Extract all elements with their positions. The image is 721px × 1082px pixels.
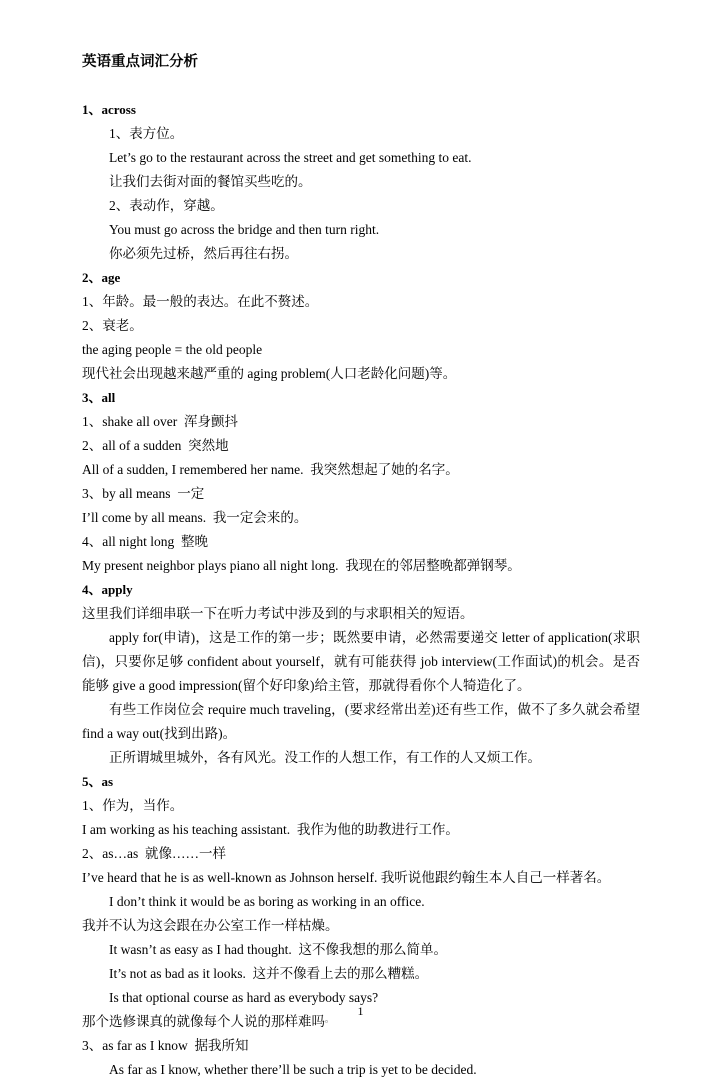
vocab-line [82, 122, 640, 146]
vocab-line-text: You must go across the bridge and then turn right. [109, 222, 380, 237]
vocab-line [82, 602, 640, 626]
vocab-entry-heading: 2、age [82, 270, 121, 285]
vocab-line-text: 有些工作岗位会 require much traveling，(要求经常出差)还有些工作，做不了多久就会希望 find a way out(找到出路)。 [82, 702, 640, 741]
vocab-line-text: the aging people = the old people [82, 342, 263, 357]
vocab-line [82, 866, 640, 890]
vocab-line [82, 410, 640, 434]
vocab-line [82, 914, 640, 938]
vocab-line-text: 2、as…as 就像……一样 [82, 846, 226, 861]
vocab-line-text: 2、衰老。 [82, 318, 143, 333]
vocab-entry-heading: 5、as [82, 774, 114, 789]
vocab-line [82, 458, 640, 482]
vocab-line [82, 194, 640, 218]
vocab-line [82, 818, 640, 842]
vocab-line-text: 2、表动作，穿越。 [109, 198, 224, 213]
vocab-line [82, 434, 640, 458]
vocab-line-text: 现代社会出现越来越严重的 aging problem(人口老龄化问题)等。 [82, 366, 457, 381]
vocab-entry-heading: 1、across [82, 102, 136, 117]
vocab-line [82, 530, 640, 554]
vocab-entry [82, 386, 640, 578]
vocab-line [82, 794, 640, 818]
vocab-line [82, 746, 640, 770]
missing-glyph-box-icon: ▫ [325, 1017, 328, 1026]
vocab-entry [82, 770, 640, 1082]
vocab-line [82, 842, 640, 866]
page-number: 1 [357, 1004, 364, 1018]
vocab-line [82, 314, 640, 338]
vocab-entry [82, 266, 640, 386]
vocab-line-text: Let’s go to the restaurant across the street and get something to eat. [109, 150, 472, 165]
vocab-line [82, 1034, 640, 1058]
vocab-line-text: I’ve heard that he is as well-known as Johnson herself. 我听说他跟约翰生本人自己一样著名。 [82, 870, 611, 885]
vocab-line-text: 1、shake all over 浑身颤抖 [82, 414, 238, 429]
vocab-line [82, 506, 640, 530]
vocab-line-text: As far as I know, whether there’ll be such a trip is yet to be decided. [109, 1062, 477, 1077]
vocab-line [82, 962, 640, 986]
vocab-line [82, 242, 640, 266]
vocab-line-text: 2、all of a sudden 突然地 [82, 438, 229, 453]
vocab-line-text: 4、all night long 整晚 [82, 534, 208, 549]
vocab-line-text: 那个选修课真的就像每个人说的那样难吗 [82, 1014, 325, 1029]
vocab-line-text: All of a sudden, I remembered her name. 我突然想起了她的名字。 [82, 462, 459, 477]
entry-list [82, 98, 640, 1082]
vocab-line [82, 146, 640, 170]
vocab-line [82, 890, 640, 914]
vocab-line [82, 554, 640, 578]
vocab-line [82, 362, 640, 386]
vocab-line-text: 3、by all means 一定 [82, 486, 205, 501]
vocab-line-text: 3、as far as I know 据我所知 [82, 1038, 249, 1053]
vocab-line-text: 1、年龄。最一般的表达。在此不赘述。 [82, 294, 319, 309]
document-body [82, 50, 640, 1082]
vocab-line [82, 482, 640, 506]
vocab-line-text: 我并不认为这会跟在办公室工作一样枯燥。 [82, 918, 339, 933]
vocab-entry-heading: 4、apply [82, 582, 133, 597]
vocab-line [82, 170, 640, 194]
vocab-line-text: apply for(申请)，这是工作的第一步；既然要申请，必然需要递交 letter of application(求职信)，只要你足够 confident about yourself，就有可能获得 job interview(工作面试)的机会。是否能够 give a good impression(留个好印象)给主管，那就得看你个人犄造化了。 [82, 630, 640, 693]
vocab-line-text: I don’t think it would be as boring as working in an office. [109, 894, 425, 909]
vocab-line [82, 290, 640, 314]
vocab-line-text: 正所谓城里城外，各有风光。没工作的人想工作，有工作的人又烦工作。 [109, 750, 541, 765]
vocab-entry [82, 578, 640, 770]
vocab-line [82, 938, 640, 962]
vocab-line [82, 626, 640, 698]
vocab-line-text: It wasn’t as easy as I had thought. 这不像我想的那么简单。 [109, 942, 447, 957]
vocab-line-text: My present neighbor plays piano all night long. 我现在的邻居整晚都弹钢琴。 [82, 558, 521, 573]
vocab-line-text: 你必须先过桥，然后再往右拐。 [109, 246, 298, 261]
vocab-entry-heading: 3、all [82, 390, 116, 405]
vocab-line-text: It’s not as bad as it looks. 这并不像看上去的那么糟糕。 [109, 966, 429, 981]
vocab-line [82, 1058, 640, 1082]
vocab-line-text: 1、表方位。 [109, 126, 184, 141]
vocab-line [82, 218, 640, 242]
vocab-line [82, 338, 640, 362]
page-title: 英语重点词汇分析 [82, 54, 198, 70]
vocab-line-text: I am working as his teaching assistant. 我作为他的助教进行工作。 [82, 822, 459, 837]
vocab-line-text: I’ll come by all means. 我一定会来的。 [82, 510, 308, 525]
vocab-entry [82, 98, 640, 266]
vocab-line-text: 这里我们详细串联一下在听力考试中涉及到的与求职相关的短语。 [82, 606, 474, 621]
vocab-line-text: 让我们去街对面的餐馆买些吃的。 [109, 174, 312, 189]
vocab-line [82, 698, 640, 746]
vocab-line-text: Is that optional course as hard as everybody says? [109, 990, 379, 1005]
vocab-line-text: 1、作为，当作。 [82, 798, 184, 813]
